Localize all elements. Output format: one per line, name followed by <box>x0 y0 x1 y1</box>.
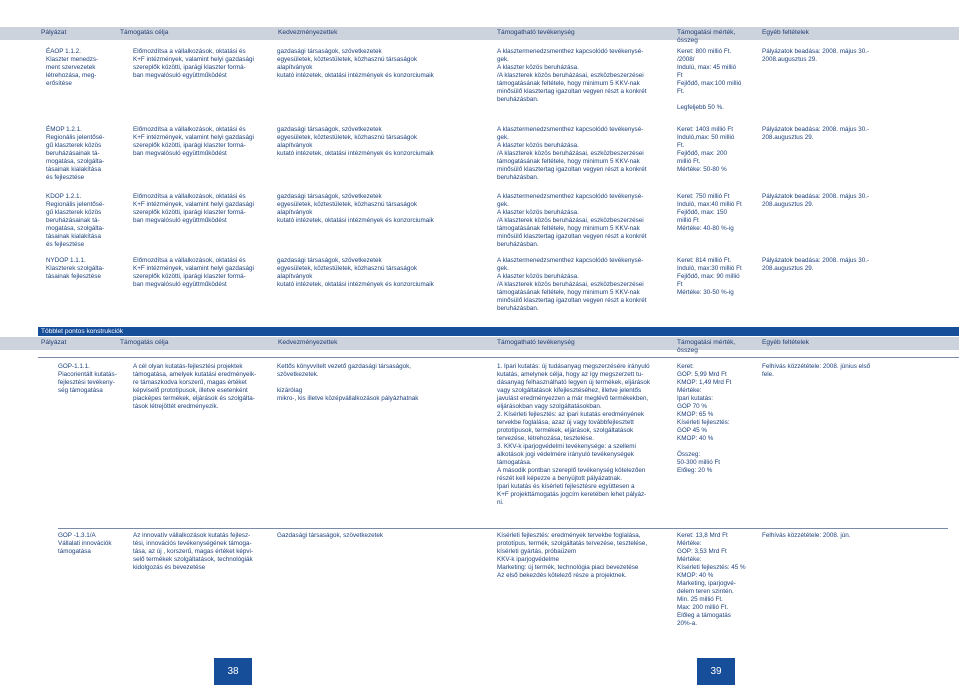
col2-header-egyeb: Egyéb feltételek <box>762 339 809 346</box>
row3-tev: A klasztermenedzsmenthez kapcsolódó tevékenysé- gek. A klaszter közös beruházása. /A klaszterek közös beruházásai, eszközbeszerzései támogatásának feltétele, hogy minimum 5 KKV-nak minősülő klasztertag igazoltan vegyen részt a konkrét beruházásban. <box>497 193 647 248</box>
row2-tev: A klasztermenedzsmenthez kapcsolódó tevékenysé- gek. A klaszter közös beruházása. /A klaszterek közös beruházásai, eszközbeszerzései támogatásának feltétele, hogy minimum 5 KKV-nak minősülő klasztertag igazoltan vegyen részt a konkrét beruházásban. <box>497 126 647 181</box>
row3-kedv: gazdasági társaságok, szövetkezetek egyesületek, köztestületek, közhasznú társaságok alapítványok kutató intézetek, oktatási intézmények és konzorciumaik <box>277 193 434 224</box>
row4-cel: Előmozdítsa a vállalkozások, oktatási és K+F intézmények, valamint helyi gazdasági szereplők közötti, iparági klaszter formá- ban megvalósuló együttműködést <box>133 257 254 288</box>
row4-egyeb: Pályázatok beadása: 2008. május 30.- 208.augusztus 29. <box>762 257 870 272</box>
row2-kedv: gazdasági társaságok, szövetkezetek egyesületek, köztestületek, közhasznú társaságok alapítványok kutató intézetek, oktatási intézmények és konzorciumaik <box>277 126 434 157</box>
col2-header-kedv: Kedvezményezettek <box>278 339 338 346</box>
col2-header-cel: Támogatás célja <box>120 339 169 346</box>
row3-palyazat: KDOP 1.2.1. Regionális jelentősé- gű klaszterek közös beruházásainak tá- mogatása, szolgálta- tásainak kialakítása és fejlesztése <box>46 193 105 248</box>
r2-2-palyazat: GOP -1.3.1/A Vállalati innovációk támogatása <box>58 532 112 555</box>
r2-1-kedv: Kettős könyvvitelt vezető gazdasági társaságok, szövetkezetek. kizárólag mikro-, kis illetve középvállalkozások pályázhatnak <box>277 363 419 402</box>
r2-1-palyazat: GOP-1.1.1. Piacorientált kutatás- fejlesztési tevékeny- ség támogatása <box>58 363 117 394</box>
r2-2-kedv: Gazdasági társaságok, szövetkezetek <box>277 532 384 539</box>
row3-cel: Előmozdítsa a vállalkozások, oktatási és K+F intézmények, valamint helyi gazdasági szereplők közötti, iparági klaszter formá- ban megvalósuló együttműködést <box>133 193 254 224</box>
row4-tev: A klasztermenedzsmenthez kapcsolódó tevékenysé- gek. A klaszter közös beruházása. /A klaszterek közös beruházásai, eszközbeszerzései támogatásának feltétele, hogy minimum 5 KKV-nak minősülő klasztertag igazoltan vegyen részt a konkrét beruházásban. <box>497 257 647 312</box>
row1-kedv: gazdasági társaságok, szövetkezetek egyesületek, köztestületek, közhasznú társaságok alapítványok kutató intézetek, oktatási intézmények és konzorciumaik <box>277 48 434 79</box>
row3-mertek: Keret: 750 millió Ft Induló, max:40 millió Ft Fejlődő, max: 150 millió Ft Mértéke: 40-80 %-ig <box>677 193 742 232</box>
row2-cel: Előmozdítsa a vállalkozások, oktatási és K+F intézmények, valamint helyi gazdasági szereplők közötti, iparági klaszter formá- ban megvalósuló együttműködést <box>133 126 254 157</box>
row3-egyeb: Pályázatok beadása: 2008. május 30.- 208.augusztus 29. <box>762 193 870 208</box>
top-header <box>0 27 959 44</box>
col-header-mertek: Támogatási mérték, összeg <box>677 29 736 44</box>
r2-1-cel: A cél olyan kutatás-fejlesztési projektek támogatása, amelyek kutatási eredményeik- re támaszkodva korszerű, magas értéket képviselő prototípusok, illetve esetenként piacképes termékek, eljárások és szolgálta- tások létrejöttét eredményezik. <box>133 363 257 410</box>
row4-kedv: gazdasági társaságok, szövetkezetek egyesületek, köztestületek, közhasznú társaságok alapítványok kutató intézetek, oktatási intézmények és konzorciumaik <box>277 257 434 288</box>
col-header-cel: Támogatás célja <box>120 29 169 36</box>
col2-header-palyazat: Pályázat <box>41 339 67 346</box>
row2-egyeb: Pályázatok beadása: 2008. május 30.- 208.augusztus 29. <box>762 126 870 141</box>
col-header-palyazat: Pályázat <box>41 29 67 36</box>
col-header-egyeb: Egyéb feltételek <box>762 29 809 36</box>
row4-palyazat: NYDOP 1.1.1. Klaszterek szolgálta- tásainak fejlesztése <box>46 257 105 280</box>
col-header-kedv: Kedvezményezettek <box>278 29 338 36</box>
row1-egyeb: Pályázatok beadása: 2008. május 30.- 2008.augusztus 29. <box>762 48 870 63</box>
row2-palyazat: ÉMOP 1.2.1. Regionális jelentősé- gű klaszterek közös beruházásainak tá- mogatása, szolgálta- tásainak kialakítása és fejlesztése <box>46 126 105 181</box>
row2-mertek: Keret: 1403 millió Ft Induló,max: 50 millió Ft. Fejlődő, max: 200 millió Ft. Mértéke: 50-80 % <box>677 126 735 173</box>
second-header <box>0 337 959 354</box>
r2-1-egyeb: Felhívás közzététele: 2008. június első fele. <box>762 363 871 378</box>
col2-header-tev: Támogatható tevékenység <box>497 339 575 346</box>
col2-header-mertek: Támogatási mérték, összeg <box>677 339 736 354</box>
r2-2-mertek: Keret: 13,8 Mrd Ft Mértéke: GOP: 3,53 Mrd Ft Mértéke: Kísérleti fejlesztés: 45 % KMOP: 40 % Marketing, iparjogvé- delem teren szintén. Min. 25 millió Ft. Max: 200 millió Ft. Előleg a támogatás 20%-a. <box>677 532 746 627</box>
r2-2-egyeb: Felhívás közzététele: 2008. jún. <box>762 532 851 539</box>
r2-1-tev: 1. Ipari kutatás: új tudásanyag megszerzésére irányuló kutatás, amelynek célja, hogy az így megszerzett tu- dásanyag felhasználható legyen új termékek, eljárások vagy szolgáltatások kifejlesztéséhez, illetve jelentős javulást eredményezzen a már meglévő termékekben, eljárásokban vagy szolgáltatásokban. 2. Kísérleti fejlesztés: az ipari kutatás eredményének tervekbe foglalása, azaz új vagy továbbfejlesztett prototípusok, termékek, eljárások, szolgáltatások tervezése, létrehozása, tesztelése. 3. KKV-k iparjogvédelmi tevékenysége: a szellemi alkotások jogi védelmére irányuló tevékenységek támogatása. A második pontban szereplő tevékenység kötelezően részét kell képezze a benyújtott pályázatnak. Ipari kutatás és kísérleti fejlesztésre együttesen a K+F projekttámogatás jogcím keretében lehet pályáz- ni. <box>497 363 650 506</box>
r2-1-mertek: Keret: GOP: 5,99 Mrd Ft KMOP: 1,49 Mrd Ft Mértéke: Ipari kutatás: GOP 70 % KMOP: 65 % Kísérleti fejlesztés: GOP 45 % KMOP: 40 % Összeg: 50-300 millió Ft Előleg: 20 % <box>677 363 732 474</box>
row1-cel: Előmozdítsa a vállalkozások, oktatási és K+F intézmények, valamint helyi gazdasági szereplők közötti, iparági klaszter formá- ban megvalósuló együttműködést <box>133 48 254 79</box>
r2-2-cel: Az innovatív vállalkozások kutatás fejlesz- tési, innovációs tevékenységének támoga- tása, az új , korszerű, magas értéket képvi- selő termékek szolgáltatások, technológiák kidolgozás és bevezetése <box>133 532 254 571</box>
section-title: Többlet pontos konstrukciók <box>38 327 959 336</box>
row4-mertek: Keret: 814 millió Ft. Induló, max:30 millió Ft Fejlődő, max: 90 millió Ft Mértéke: 30-50 %-ig <box>677 257 742 296</box>
page-number-right: 39 <box>697 658 735 685</box>
col-header-tev: Támogatható tevékenység <box>497 29 575 36</box>
row1-tev: A klasztermenedzsmenthez kapcsolódó tevékenysé- gek. A klaszter közös beruházása. /A klaszterek közös beruházásai, eszközbeszerzései támogatásának feltétele, hogy minimum 5 KKV-nak minősülő klasztertag igazoltan vegyen részt a konkrét beruházásban. <box>497 48 647 103</box>
row1-mertek: Keret: 800 millió Ft. /2008/ Indulú, max: 45 millió Ft Fejlődő, max:100 millió Ft. Legfeljebb 50 %. <box>677 48 742 111</box>
divider-row2-2 <box>58 528 948 529</box>
row1-palyazat: ÉAOP 1.1.2. Klaszter menedzs- ment szervezetek létrehozása, meg- erősítése <box>46 48 99 87</box>
r2-2-tev: Kísérleti fejlesztés: eredmények tervekbe foglalása, prototípus, termék, szolgáltatás tervezése, tesztelése, kísérleti gyártás, próbaüzem KKV-k iparjogvédelme Marketing: új termék, technológia piaci bevezetése Az első bekezdés kötelező része a projektnek. <box>497 532 648 579</box>
divider-section2 <box>38 357 959 358</box>
page-number-left: 38 <box>214 658 252 685</box>
